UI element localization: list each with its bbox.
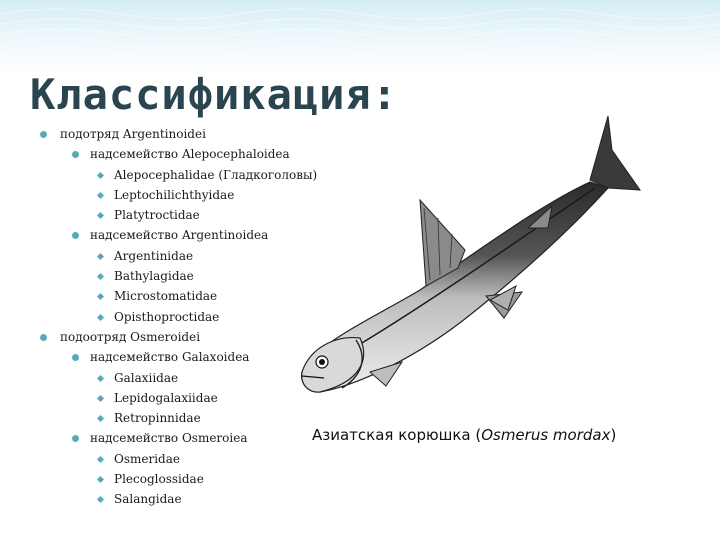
diamond-bullet-icon (97, 395, 104, 402)
diamond-bullet-icon (97, 172, 104, 179)
diamond-bullet-icon (97, 293, 104, 300)
diamond-bullet-icon (97, 212, 104, 219)
caption-suffix: ) (610, 426, 617, 444)
diamond-bullet-icon (97, 253, 104, 260)
outline-label: Plecoglossidae (114, 472, 204, 487)
diamond-bullet-icon (97, 375, 104, 382)
round-bullet-icon (40, 334, 47, 341)
outline-label: надсемейство Alepocephaloidea (90, 147, 290, 162)
header-decoration (0, 0, 720, 72)
outline-label: надсемейство Argentinoidea (90, 228, 269, 243)
header-wave-pattern (0, 0, 720, 72)
diamond-bullet-icon (97, 456, 104, 463)
caption-prefix: Азиатская корюшка ( (312, 426, 482, 444)
diamond-bullet-icon (97, 192, 104, 199)
outline-label: Salangidae (114, 492, 182, 507)
outline-label: Retropinnidae (114, 411, 201, 426)
round-bullet-icon (40, 131, 47, 138)
family-item (34, 489, 354, 509)
diamond-bullet-icon (97, 314, 104, 321)
outline-label: подоотряд Osmeroidei (60, 329, 201, 344)
outline-label: надсемейство Osmeroiea (90, 431, 248, 446)
outline-label: Opisthoproctidae (114, 309, 220, 324)
smelt-fish-illustration (290, 110, 670, 410)
outline-label: Platytroctidae (114, 208, 200, 223)
tail-fin (590, 116, 640, 190)
diamond-bullet-icon (97, 273, 104, 280)
fish-caption (312, 426, 616, 444)
outline-label: надсемейство Galaxoidea (90, 350, 250, 365)
diamond-bullet-icon (97, 476, 104, 483)
round-bullet-icon (72, 435, 79, 442)
outline-label: подотряд Argentinoidei (60, 127, 206, 141)
superfamily-item (34, 428, 354, 448)
outline-label: Microstomatidae (114, 289, 218, 304)
family-item (34, 469, 354, 489)
fish-head (302, 338, 364, 393)
outline-label: Leptochilichthyidae (114, 187, 235, 202)
outline-label: Galaxiidae (114, 370, 179, 385)
outline-label: Alepocephalidae (Гладкоголовы) (114, 167, 318, 182)
round-bullet-icon (72, 232, 79, 239)
slide-title: Классификация: (30, 70, 399, 119)
round-bullet-icon (72, 354, 79, 361)
diamond-bullet-icon (97, 415, 104, 422)
diamond-bullet-icon (97, 496, 104, 503)
family-item (34, 408, 354, 428)
caption-latin-name: Osmerus mordax (481, 426, 611, 444)
round-bullet-icon (72, 151, 79, 158)
outline-label: Argentinidae (114, 248, 194, 263)
outline-label: Osmeridae (114, 451, 180, 466)
family-item (34, 449, 354, 469)
outline-label: Lepidogalaxiidae (114, 390, 218, 405)
outline-label: Bathylagidae (114, 269, 194, 284)
